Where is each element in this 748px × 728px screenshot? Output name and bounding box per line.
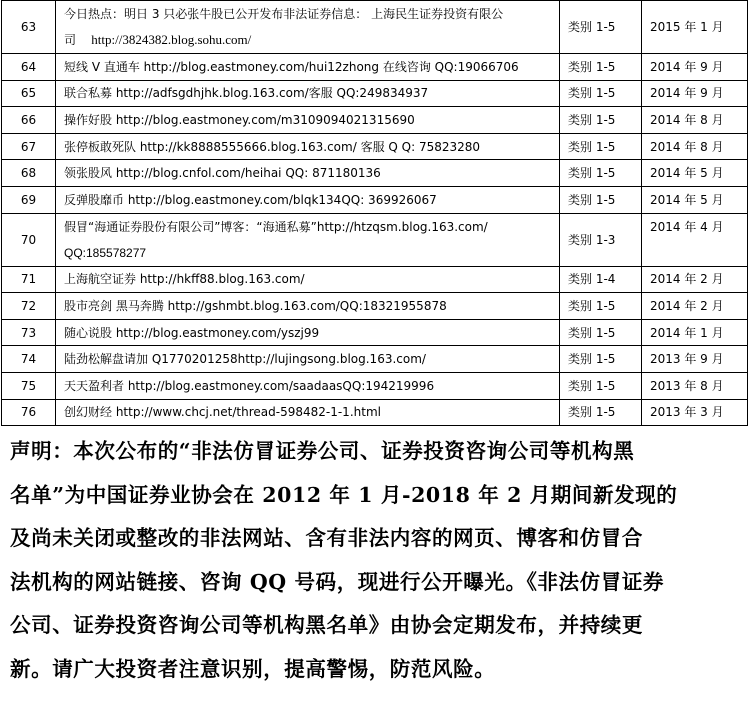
table-row (2, 266, 748, 293)
table-row (2, 372, 748, 399)
declaration-line: 法机构的网站链接、咨询 QQ 号码，现进行公开曝光。《非法仿冒证券 (10, 569, 665, 594)
row-link[interactable]: http://3824382.blog.sohu.com/ (91, 32, 252, 47)
declaration-line: 新。请广大投资者注意识别，提高警惕，防范风险。 (10, 656, 496, 681)
row-category: 类别 1-5 (560, 186, 642, 213)
row-category: 类别 1-3 (560, 213, 642, 266)
row-name: 操作好股 http://blog.eastmoney.com/m3109094021315690 (56, 107, 560, 134)
row-number: 72 (2, 293, 56, 320)
row-name: 领张股风 http://blog.cnfol.com/heihai QQ: 871180136 (56, 160, 560, 187)
row-name: 创幻财经 http://www.chcj.net/thread-598482-1-1.html (56, 399, 560, 426)
row-date: 2014 年 8 月 (642, 133, 748, 160)
table-row (2, 54, 748, 81)
row-number: 67 (2, 133, 56, 160)
row-category: 类别 1-5 (560, 346, 642, 373)
row-number: 66 (2, 107, 56, 134)
row-category: 类别 1-5 (560, 1, 642, 54)
blacklist-table (1, 0, 748, 426)
row-date: 2014 年 2 月 (642, 293, 748, 320)
declaration-line: 公司、证券投资咨询公司等机构黑名单》由协会定期发布，并持续更 (10, 613, 643, 637)
row-date: 2013 年 8 月 (642, 372, 748, 399)
row-number: 68 (2, 160, 56, 187)
row-name-line1: 假冒“海通证券股份有限公司”博客：“海通私募”http://htzqsm.blog.163.com/ (64, 219, 488, 234)
row-category: 类别 1-5 (560, 160, 642, 187)
table-row (2, 186, 748, 213)
declaration-line: 及尚未关闭或整改的非法网站、含有非法内容的网页、博客和仿冒合 (10, 526, 643, 550)
row-category: 类别 1-5 (560, 107, 642, 134)
row-name: 股市亮剑 黑马奔腾 http://gshmbt.blog.163.com/QQ:18321955878 (56, 293, 560, 320)
row-category: 类别 1-5 (560, 54, 642, 81)
row-number: 70 (2, 213, 56, 266)
row-category: 类别 1-5 (560, 80, 642, 107)
row-date: 2014 年 9 月 (642, 54, 748, 81)
row-date: 2013 年 9 月 (642, 346, 748, 373)
row-name: 天天盈利者 http://blog.eastmoney.com/saadaasQQ:194219996 (56, 372, 560, 399)
row-date: 2014 年 5 月 (642, 160, 748, 187)
row-name-prefix: 司 (64, 33, 77, 47)
table-row (2, 213, 748, 266)
row-number: 65 (2, 80, 56, 107)
row-category: 类别 1-5 (560, 372, 642, 399)
row-date: 2013 年 3 月 (642, 399, 748, 426)
row-date: 2014 年 1 月 (642, 319, 748, 346)
row-number: 73 (2, 319, 56, 346)
row-name: 联合私募 http://adfsgdhjhk.blog.163.com/客服 QQ:249834937 (56, 80, 560, 107)
row-number: 69 (2, 186, 56, 213)
row-category: 类别 1-5 (560, 319, 642, 346)
table-row (2, 80, 748, 107)
row-number: 74 (2, 346, 56, 373)
declaration-line: 声明：本次公布的“非法仿冒证券公司、证券投资咨询公司等机构黑 (10, 439, 635, 463)
table-row (2, 346, 748, 373)
row-name-line1: 今日热点：明日 3 只必张牛股已公开发布非法证券信息： 上海民生证券投资有限公 (64, 7, 504, 21)
table-row (2, 160, 748, 187)
row-date: 2014 年 9 月 (642, 80, 748, 107)
row-date: 2014 年 8 月 (642, 107, 748, 134)
table-row (2, 1, 748, 54)
row-name: 张停板敢死队 http://kk8888555666.blog.163.com/ 客服 Q Q: 75823280 (56, 133, 560, 160)
row-date: 2014 年 2 月 (642, 266, 748, 293)
row-number: 76 (2, 399, 56, 426)
row-name: 反弹股靡币 http://blog.eastmoney.com/blqk134QQ: 369926067 (56, 186, 560, 213)
row-category: 类别 1-5 (560, 293, 642, 320)
row-category: 类别 1-5 (560, 399, 642, 426)
row-name: 上海航空证券 http://hkff88.blog.163.com/ (56, 266, 560, 293)
row-name-cell (56, 213, 560, 266)
table-row (2, 399, 748, 426)
table-row (2, 293, 748, 320)
row-number: 63 (2, 1, 56, 54)
table-row (2, 133, 748, 160)
row-name: 随心说股 http://blog.eastmoney.com/yszj99 (56, 319, 560, 346)
row-name: 短线 V 直通车 http://blog.eastmoney.com/hui12zhong 在线咨询 QQ:19066706 (56, 54, 560, 81)
table-row (2, 107, 748, 134)
row-date: 2014 年 4 月 (642, 213, 748, 266)
row-name-cell (56, 1, 560, 54)
row-number: 64 (2, 54, 56, 81)
row-number: 75 (2, 372, 56, 399)
row-name-line2: QQ:185578277 (64, 245, 147, 260)
row-category: 类别 1-4 (560, 266, 642, 293)
table-row (2, 319, 748, 346)
row-date: 2014 年 5 月 (642, 186, 748, 213)
declaration-paragraph (10, 430, 745, 691)
declaration-line: 名单”为中国证券业协会在 2012 年 1 月-2018 年 2 月期间新发现的 (10, 482, 678, 507)
row-category: 类别 1-5 (560, 133, 642, 160)
row-number: 71 (2, 266, 56, 293)
row-name: 陆劲松解盘请加 Q1770201258http://lujingsong.blog.163.com/ (56, 346, 560, 373)
row-date: 2015 年 1 月 (642, 1, 748, 54)
row-name-line2 (64, 27, 559, 53)
